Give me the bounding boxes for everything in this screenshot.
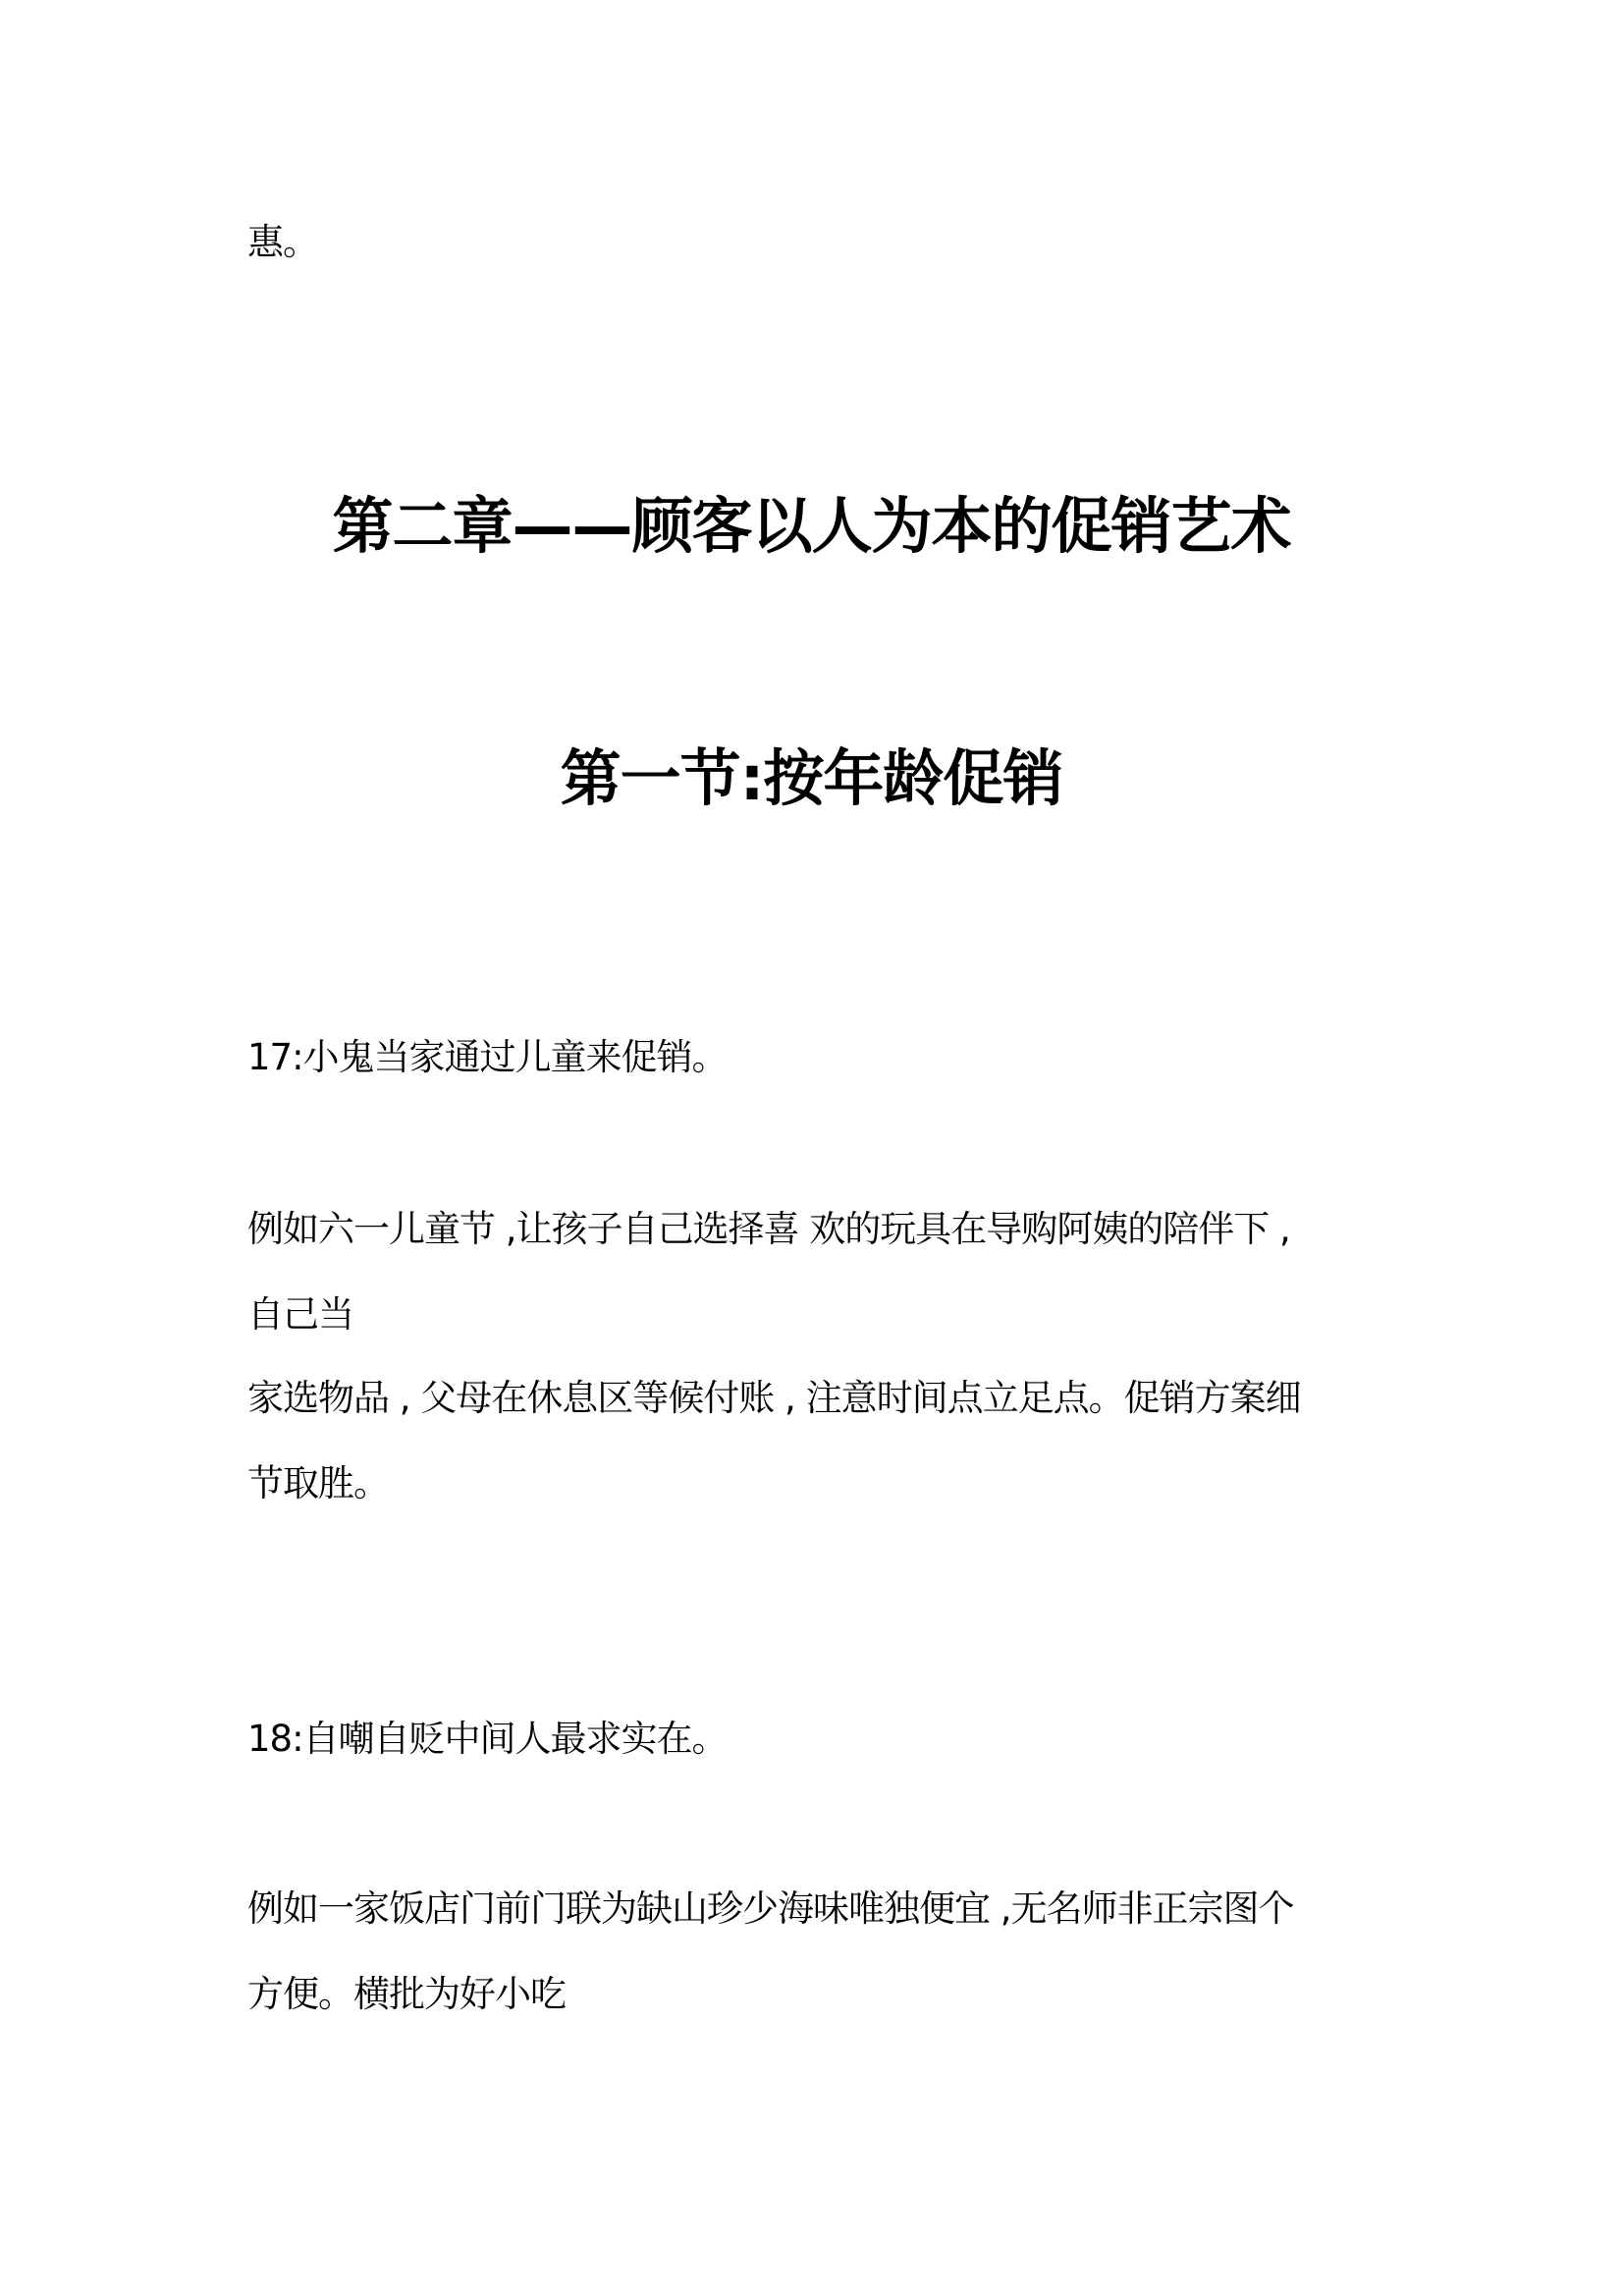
paragraph-line: 例如六一儿童节 ,让孩子自己选择喜 欢的玩具在导购阿姨的陪伴下 , (247, 1208, 1290, 1250)
paragraph-line: 节取胜。 (247, 1462, 389, 1504)
section-title: 第一节:按年龄促销 (560, 742, 1063, 814)
item-title: 17:小鬼当家通过儿童来促销。 (247, 1036, 728, 1078)
paragraph-line: 例如一家饭店门前门联为缺山珍少海味唯独便宜 ,无名师非正宗图个 (247, 1887, 1294, 1930)
item-title: 18:自嘲自贬中间人最求实在。 (247, 1718, 728, 1760)
paragraph-line: 家选物品 , 父母在休息区等候付账 , 注意时间点立足点。促销方案细 (247, 1377, 1301, 1419)
chapter-title: 第二章——顾客以人为本的促销艺术 (332, 490, 1291, 562)
carryover-text: 惠。 (247, 221, 318, 263)
paragraph-line: 自己当 (247, 1293, 353, 1336)
paragraph-line: 方便。横批为好小吃 (247, 1973, 566, 2015)
